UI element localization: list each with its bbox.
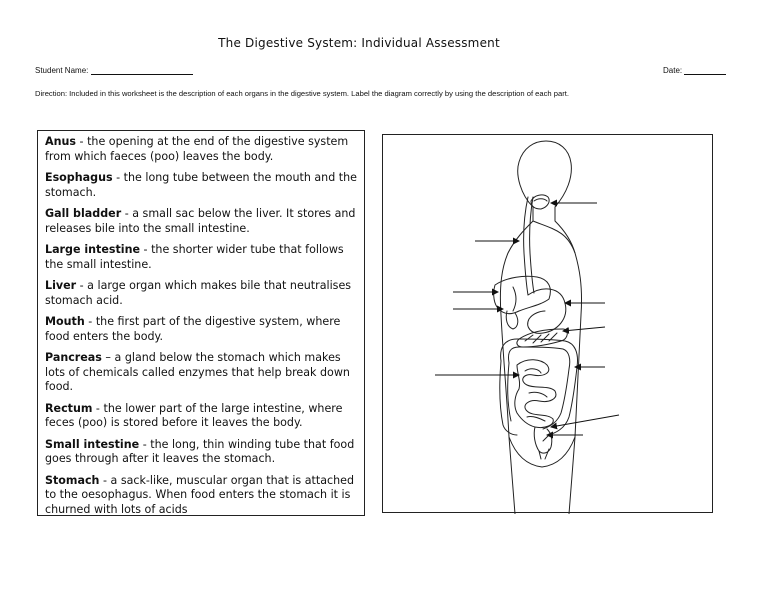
stomach-shape [528, 289, 566, 333]
description-item: Pancreas – a gland below the stomach which makes lots of chemicals called enzymes that help break down food. [45, 351, 350, 393]
student-name-blank[interactable] [91, 66, 193, 75]
description-item: Mouth - the first part of the digestive system, where food enters the body. [45, 315, 341, 343]
description-item: Gall bladder - a small sac below the liver. It stores and releases bile into the small intestine. [45, 207, 356, 235]
term-mouth: Mouth [45, 315, 85, 328]
term-stomach: Stomach [45, 473, 100, 487]
term-large-intestine: Large intestine [45, 243, 141, 256]
pancreas-shape [517, 329, 567, 347]
description-item: Small intestine - the long, thin winding tube that food goes through after it leaves the stomach. [45, 437, 355, 465]
student-name-label: Student Name: [35, 66, 89, 75]
description-item: Stomach - a sack-like, muscular organ that is attached to the oesophagus. When food enters the stomach it is churned with lots of acids [45, 473, 355, 516]
description-panel [37, 130, 365, 516]
term-gall-bladder: Gall bladder [45, 207, 122, 220]
description-item: Liver - a large organ which makes bile that neutralises stomach acid. [45, 279, 352, 307]
description-item: Large intestine - the shorter wider tube that follows the small intestine. [45, 243, 344, 271]
esophagus-shape [524, 197, 528, 295]
arrow-rectum [551, 415, 619, 427]
date-field[interactable] [663, 66, 726, 75]
term-anus: Anus [45, 135, 76, 148]
date-blank[interactable] [684, 66, 726, 75]
term-small-intestine: Small intestine [45, 437, 140, 451]
term-esophagus: Esophagus [45, 171, 113, 184]
body-outline [518, 141, 582, 514]
digestive-system-diagram [383, 135, 714, 514]
student-name-field[interactable] [35, 66, 193, 75]
term-liver: Liver [45, 279, 77, 292]
directions-text: Direction: Included in this worksheet is the description of each organs in the digestive system. Label the diagram correctly by using the description of each part. [35, 89, 569, 98]
mouth-shape [531, 195, 549, 209]
description-item: Esophagus - the long tube between the mouth and the stomach. [45, 171, 357, 199]
arrow-pancreas [563, 327, 605, 331]
liver-shape [494, 276, 551, 313]
description-item: Anus - the opening at the end of the digestive system from which faeces (poo) leaves the body. [45, 135, 349, 163]
term-pancreas: Pancreas [45, 351, 102, 364]
date-label: Date: [663, 66, 683, 75]
anus-shape [539, 449, 549, 459]
description-item: Rectum - the lower part of the large intestine, where feces (poo) is stored before it leaves the body. [45, 401, 343, 429]
digestive-diagram-panel [382, 134, 713, 513]
term-rectum: Rectum [45, 401, 93, 415]
worksheet-title: The Digestive System: Individual Assessment [218, 36, 500, 50]
